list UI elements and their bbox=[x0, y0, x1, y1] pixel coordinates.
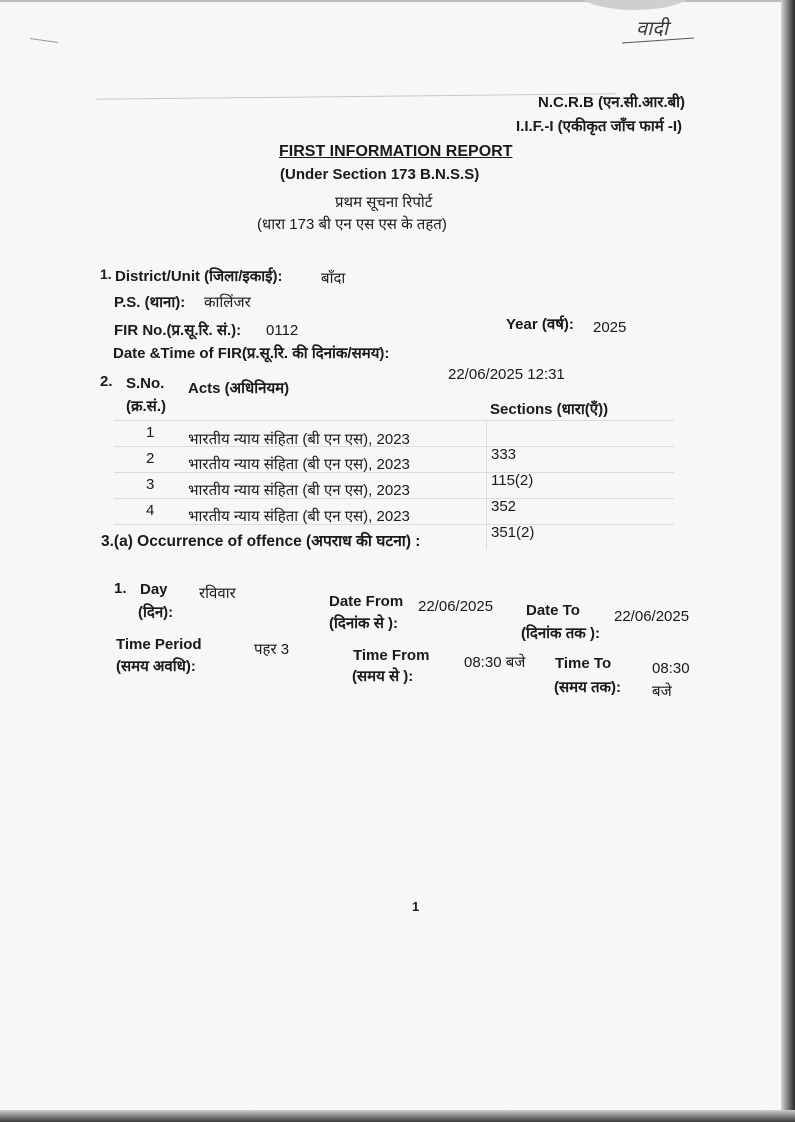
occurrence-item-number: 1. bbox=[114, 580, 127, 597]
date-to-value: 22/06/2025 bbox=[614, 608, 690, 625]
district-label: District/Unit (जिला/इकाई): bbox=[115, 268, 283, 285]
table-rule bbox=[114, 420, 674, 421]
row-sno: 2 bbox=[146, 450, 155, 467]
year-value: 2025 bbox=[593, 319, 627, 336]
row-act: भारतीय न्याय संहिता (बी एन एस), 2023 bbox=[188, 482, 410, 499]
time-to-label-hindi: (समय तक): bbox=[554, 679, 622, 696]
report-subtitle: (Under Section 173 B.N.S.S) bbox=[280, 166, 480, 183]
date-from-value: 22/06/2025 bbox=[418, 598, 494, 615]
police-station-value: कालिंजर bbox=[204, 294, 251, 311]
time-from-label: Time From bbox=[353, 647, 430, 664]
pen-mark bbox=[30, 38, 58, 43]
date-to-label-hindi: (दिनांक तक ): bbox=[521, 625, 600, 642]
scan-corner-shadow bbox=[575, 0, 695, 10]
police-station-label: P.S. (थाना): bbox=[114, 294, 186, 311]
date-to-label: Date To bbox=[526, 602, 580, 619]
section3-heading: 3.(a) Occurrence of offence (अपराध की घटना) : bbox=[101, 533, 421, 550]
row-act: भारतीय न्याय संहिता (बी एन एस), 2023 bbox=[188, 431, 410, 448]
fir-number-label: FIR No.(प्र.सू.रि. सं.): bbox=[114, 322, 242, 339]
day-label: Day bbox=[140, 581, 168, 598]
district-value: बाँदा bbox=[321, 270, 346, 287]
row-sno: 3 bbox=[146, 476, 155, 493]
time-to-value-unit: बजे bbox=[652, 683, 672, 700]
time-to-value: 08:30 bbox=[652, 660, 690, 677]
fir-datetime-value: 22/06/2025 12:31 bbox=[448, 366, 565, 383]
year-label: Year (वर्ष): bbox=[506, 316, 574, 333]
handwritten-mark: वादी bbox=[636, 16, 669, 40]
section2-number: 2. bbox=[100, 373, 113, 390]
page-number: 1 bbox=[412, 899, 420, 914]
scan-edge-bottom bbox=[0, 1110, 795, 1122]
row-sno: 1 bbox=[146, 424, 155, 441]
row-act: भारतीय न्याय संहिता (बी एन एस), 2023 bbox=[188, 456, 410, 473]
row-section: 333 bbox=[491, 446, 517, 463]
scan-edge-right bbox=[781, 0, 795, 1122]
date-from-label: Date From bbox=[329, 593, 404, 610]
date-from-label-hindi: (दिनांक से ): bbox=[329, 615, 399, 632]
iif-label: I.I.F.-I (एकीकृत जाँच फार्म -I) bbox=[516, 118, 683, 135]
report-subtitle-hindi: (धारा 173 बी एन एस एस के तहत) bbox=[257, 216, 447, 233]
fir-number-value: 0112 bbox=[266, 322, 299, 339]
row-act: भारतीय न्याय संहिता (बी एन एस), 2023 bbox=[188, 508, 410, 525]
table-header-sno: S.No. bbox=[126, 375, 165, 392]
row-sno: 4 bbox=[146, 502, 155, 519]
time-period-label-hindi: (समय अवधि): bbox=[116, 658, 196, 675]
time-period-value: पहर 3 bbox=[254, 641, 290, 658]
ncrb-label: N.C.R.B (एन.सी.आर.बी) bbox=[538, 94, 686, 111]
row-section: 352 bbox=[491, 498, 517, 515]
table-col-rule bbox=[486, 420, 487, 550]
time-to-label: Time To bbox=[555, 655, 612, 672]
table-header-sections: Sections (धारा(एँ)) bbox=[490, 401, 609, 418]
report-title: FIRST INFORMATION REPORT bbox=[279, 143, 513, 160]
table-header-acts: Acts (अधिनियम) bbox=[188, 380, 290, 397]
row-section: 115(2) bbox=[491, 472, 534, 489]
report-title-hindi: प्रथम सूचना रिपोर्ट bbox=[335, 194, 433, 211]
day-value: रविवार bbox=[199, 585, 236, 602]
table-header-sno-hindi: (क्र.सं.) bbox=[126, 398, 166, 415]
fir-datetime-label: Date &Time of FIR(प्र.सू.रि. की दिनांक/समय): bbox=[113, 345, 390, 362]
day-label-hindi: (दिन): bbox=[138, 604, 174, 621]
time-from-value: 08:30 बजे bbox=[464, 654, 526, 671]
section1-number: 1. bbox=[100, 266, 112, 282]
time-from-label-hindi: (समय से ): bbox=[352, 668, 414, 685]
time-period-label: Time Period bbox=[116, 636, 202, 653]
row-section: 351(2) bbox=[491, 524, 535, 541]
